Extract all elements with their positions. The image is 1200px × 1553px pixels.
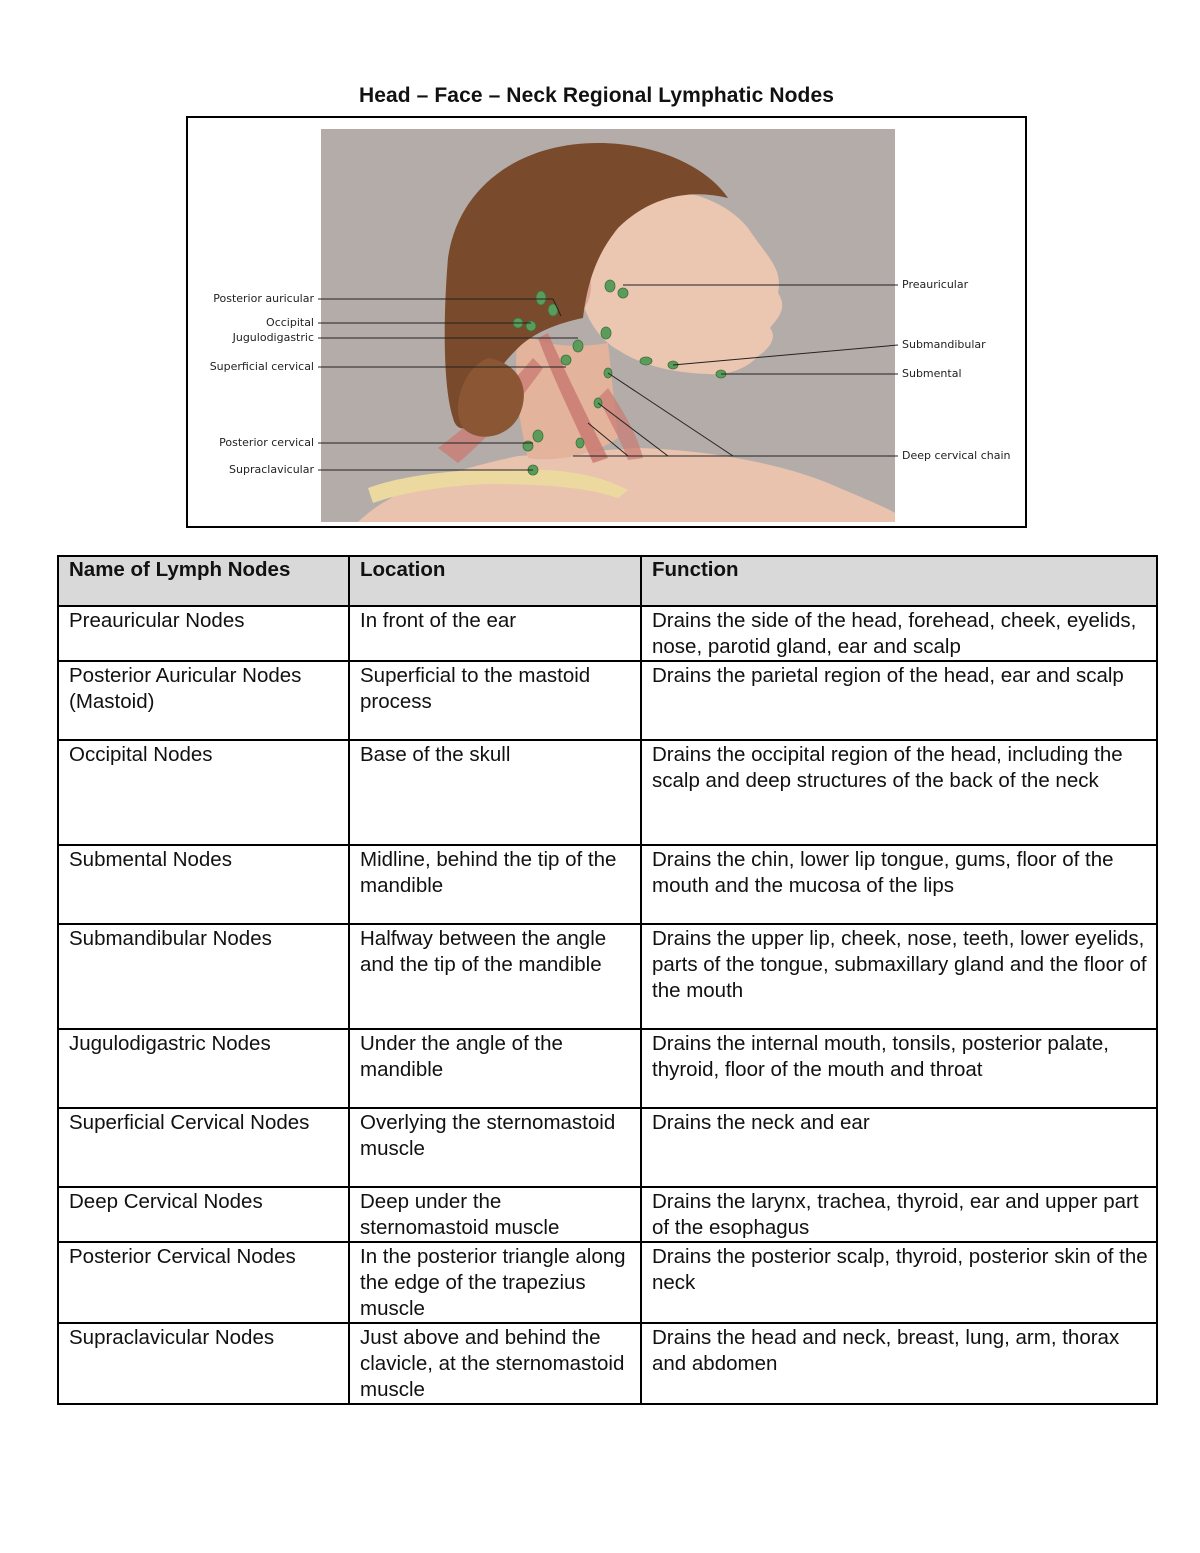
table-row [58, 606, 1157, 661]
cell-name: Posterior Auricular Nodes (Mastoid) [58, 661, 349, 740]
cell-location: In front of the ear [349, 606, 641, 661]
cell-location: In the posterior triangle along the edge of the trapezius muscle [349, 1242, 641, 1323]
cell-location: Under the angle of the mandible [349, 1029, 641, 1108]
cell-function: Drains the larynx, trachea, thyroid, ear and upper part of the esophagus [641, 1187, 1157, 1242]
node-preauricular [605, 280, 615, 292]
cell-location: Deep under the sternomastoid muscle [349, 1187, 641, 1242]
cell-location: Base of the skull [349, 740, 641, 845]
node-jugulodigastric [573, 340, 583, 352]
table-row [58, 1242, 1157, 1323]
cell-function: Drains the parietal region of the head, ear and scalp [641, 661, 1157, 740]
cell-function: Drains the head and neck, breast, lung, arm, thorax and abdomen [641, 1323, 1157, 1404]
label-submental: Submental [902, 367, 962, 380]
cell-function: Drains the occipital region of the head, including the scalp and deep structures of the back of the neck [641, 740, 1157, 845]
node-posterior-auricular [536, 291, 546, 305]
label-occipital: Occipital [266, 316, 314, 329]
anatomy-figure [186, 116, 1027, 528]
cell-function: Drains the side of the head, forehead, cheek, eyelids, nose, parotid gland, ear and scalp [641, 606, 1157, 661]
page-title: Head – Face – Neck Regional Lymphatic Nodes [358, 84, 834, 107]
table-row [58, 1187, 1157, 1242]
table-row [58, 1029, 1157, 1108]
cell-function: Drains the chin, lower lip tongue, gums, floor of the mouth and the mucosa of the lips [641, 845, 1157, 924]
table-row [58, 1108, 1157, 1187]
label-posterior-auricular: Posterior auricular [213, 292, 314, 305]
cell-name: Posterior Cervical Nodes [58, 1242, 349, 1323]
label-preauricular: Preauricular [902, 278, 969, 291]
cell-name: Preauricular Nodes [58, 606, 349, 661]
cell-name: Occipital Nodes [58, 740, 349, 845]
lymph-node-illustration [188, 118, 1024, 525]
cell-name: Submental Nodes [58, 845, 349, 924]
cell-name: Superficial Cervical Nodes [58, 1108, 349, 1187]
cell-name: Submandibular Nodes [58, 924, 349, 1029]
cell-location: Overlying the sternomastoid muscle [349, 1108, 641, 1187]
label-superficial-cervical: Superficial cervical [209, 360, 314, 373]
table-row [58, 661, 1157, 740]
header-function: Function [641, 556, 1157, 606]
node-superficial-cervical [561, 355, 571, 365]
cell-location: Just above and behind the clavicle, at the sternomastoid muscle [349, 1323, 641, 1404]
cell-location: Halfway between the angle and the tip of the mandible [349, 924, 641, 1029]
table-header-row [58, 556, 1157, 606]
table-row [58, 740, 1157, 845]
cell-function: Drains the upper lip, cheek, nose, teeth, lower eyelids, parts of the tongue, submaxillary gland and the floor of the mouth [641, 924, 1157, 1029]
cell-function: Drains the internal mouth, tonsils, posterior palate, thyroid, floor of the mouth and throat [641, 1029, 1157, 1108]
cell-location: Superficial to the mastoid process [349, 661, 641, 740]
node-deep-cervical-3 [576, 438, 584, 448]
header-location: Location [349, 556, 641, 606]
label-submandibular: Submandibular [902, 338, 986, 351]
label-posterior-cervical: Posterior cervical [219, 436, 314, 449]
label-supraclavicular: Supraclavicular [229, 463, 314, 476]
cell-function: Drains the posterior scalp, thyroid, posterior skin of the neck [641, 1242, 1157, 1323]
cell-name: Deep Cervical Nodes [58, 1187, 349, 1242]
table-row [58, 1323, 1157, 1404]
cell-name: Jugulodigastric Nodes [58, 1029, 349, 1108]
lymph-nodes-table [57, 555, 1158, 1405]
cell-function: Drains the neck and ear [641, 1108, 1157, 1187]
label-deep-cervical-chain: Deep cervical chain [902, 449, 1011, 462]
table-row [58, 924, 1157, 1029]
node-jugulodigastric-2 [601, 327, 611, 339]
header-name: Name of Lymph Nodes [58, 556, 349, 606]
node-submandibular [640, 357, 652, 365]
cell-location: Midline, behind the tip of the mandible [349, 845, 641, 924]
node-preauricular-2 [618, 288, 628, 298]
table-row [58, 845, 1157, 924]
cell-name: Supraclavicular Nodes [58, 1323, 349, 1404]
label-jugulodigastric: Jugulodigastric [232, 331, 314, 344]
node-posterior-cervical [533, 430, 543, 442]
